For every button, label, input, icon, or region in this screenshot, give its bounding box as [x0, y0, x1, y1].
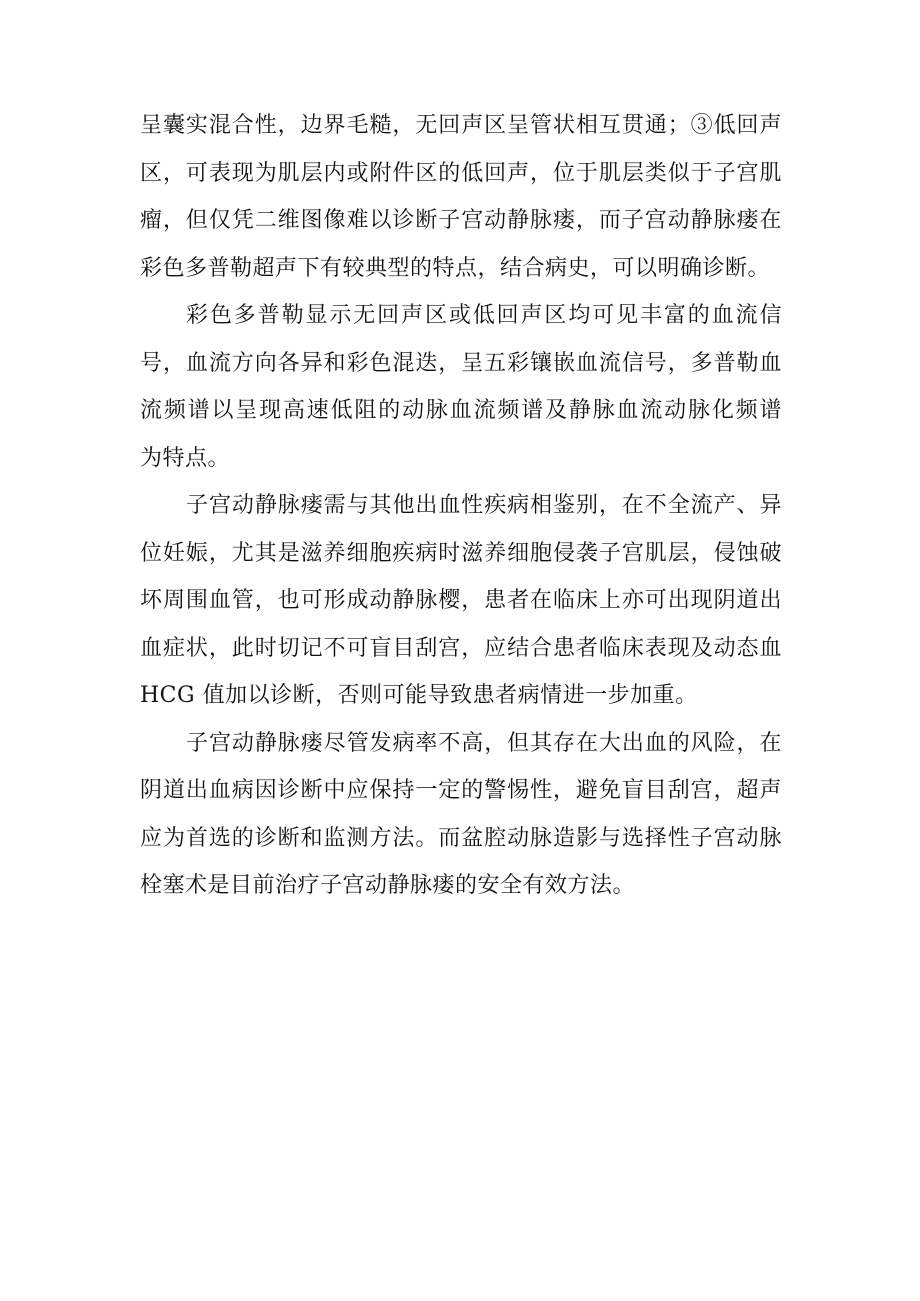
- text-line: 为特点。: [140, 445, 231, 471]
- text-line: HCG 值加以诊断，否则可能导致患者病情进一步加重。: [140, 683, 698, 708]
- text-line: 子宫动静脉瘘尽管发病率不高，但其存在大出血的风险，在: [186, 730, 782, 756]
- text-line: 位妊娠，尤其是滋养细胞疾病时滋养细胞侵袭子宫肌层，侵蚀破: [140, 540, 782, 566]
- text-line: 号，血流方向各异和彩色混迭，呈五彩镶嵌血流信号，多普勒血: [140, 350, 782, 376]
- text-line: 瘤，但仅凭二维图像难以诊断子宫动静脉瘘，而子宫动静脉瘘在: [140, 208, 782, 233]
- text-line: 应为首选的诊断和监测方法。而盆腔动脉造影与选择性子宫动脉: [140, 825, 782, 851]
- text-line: 流频谱以呈现高速低阻的动脉血流频谱及静脉血流动脉化频谱: [140, 398, 782, 423]
- text-line: 子宫动静脉瘘需与其他出血性疾病相鉴别，在不全流产、异: [186, 493, 782, 518]
- text-line: 栓塞术是目前治疗子宫动静脉瘘的安全有效方法。: [140, 873, 636, 898]
- text-line: 区，可表现为肌层内或附件区的低回声，位于肌层类似于子宫肌: [140, 160, 782, 186]
- text-line: 彩色多普勒超声下有较典型的特点，结合病史，可以明确诊断。: [140, 255, 771, 281]
- text-line: 呈囊实混合性，边界毛糙，无回声区呈管状相互贯通；③低回声: [140, 113, 782, 138]
- paragraph-2: [140, 292, 782, 482]
- paragraph-4: [140, 720, 782, 910]
- text-line: 阴道出血病因诊断中应保持一定的警惕性，避免盲目刮宫，超声: [140, 778, 782, 803]
- paragraph-1: [140, 102, 782, 292]
- text-line: 血症状，此时切记不可盲目刮宫，应结合患者临床表现及动态血: [140, 635, 782, 661]
- document-body: [140, 102, 782, 910]
- paragraph-3: [140, 482, 782, 720]
- text-line: 彩色多普勒显示无回声区或低回声区均可见丰富的血流信: [186, 303, 782, 328]
- text-line: 坏周围血管，也可形成动静脉樱，患者在临床上亦可出现阴道出: [140, 588, 782, 613]
